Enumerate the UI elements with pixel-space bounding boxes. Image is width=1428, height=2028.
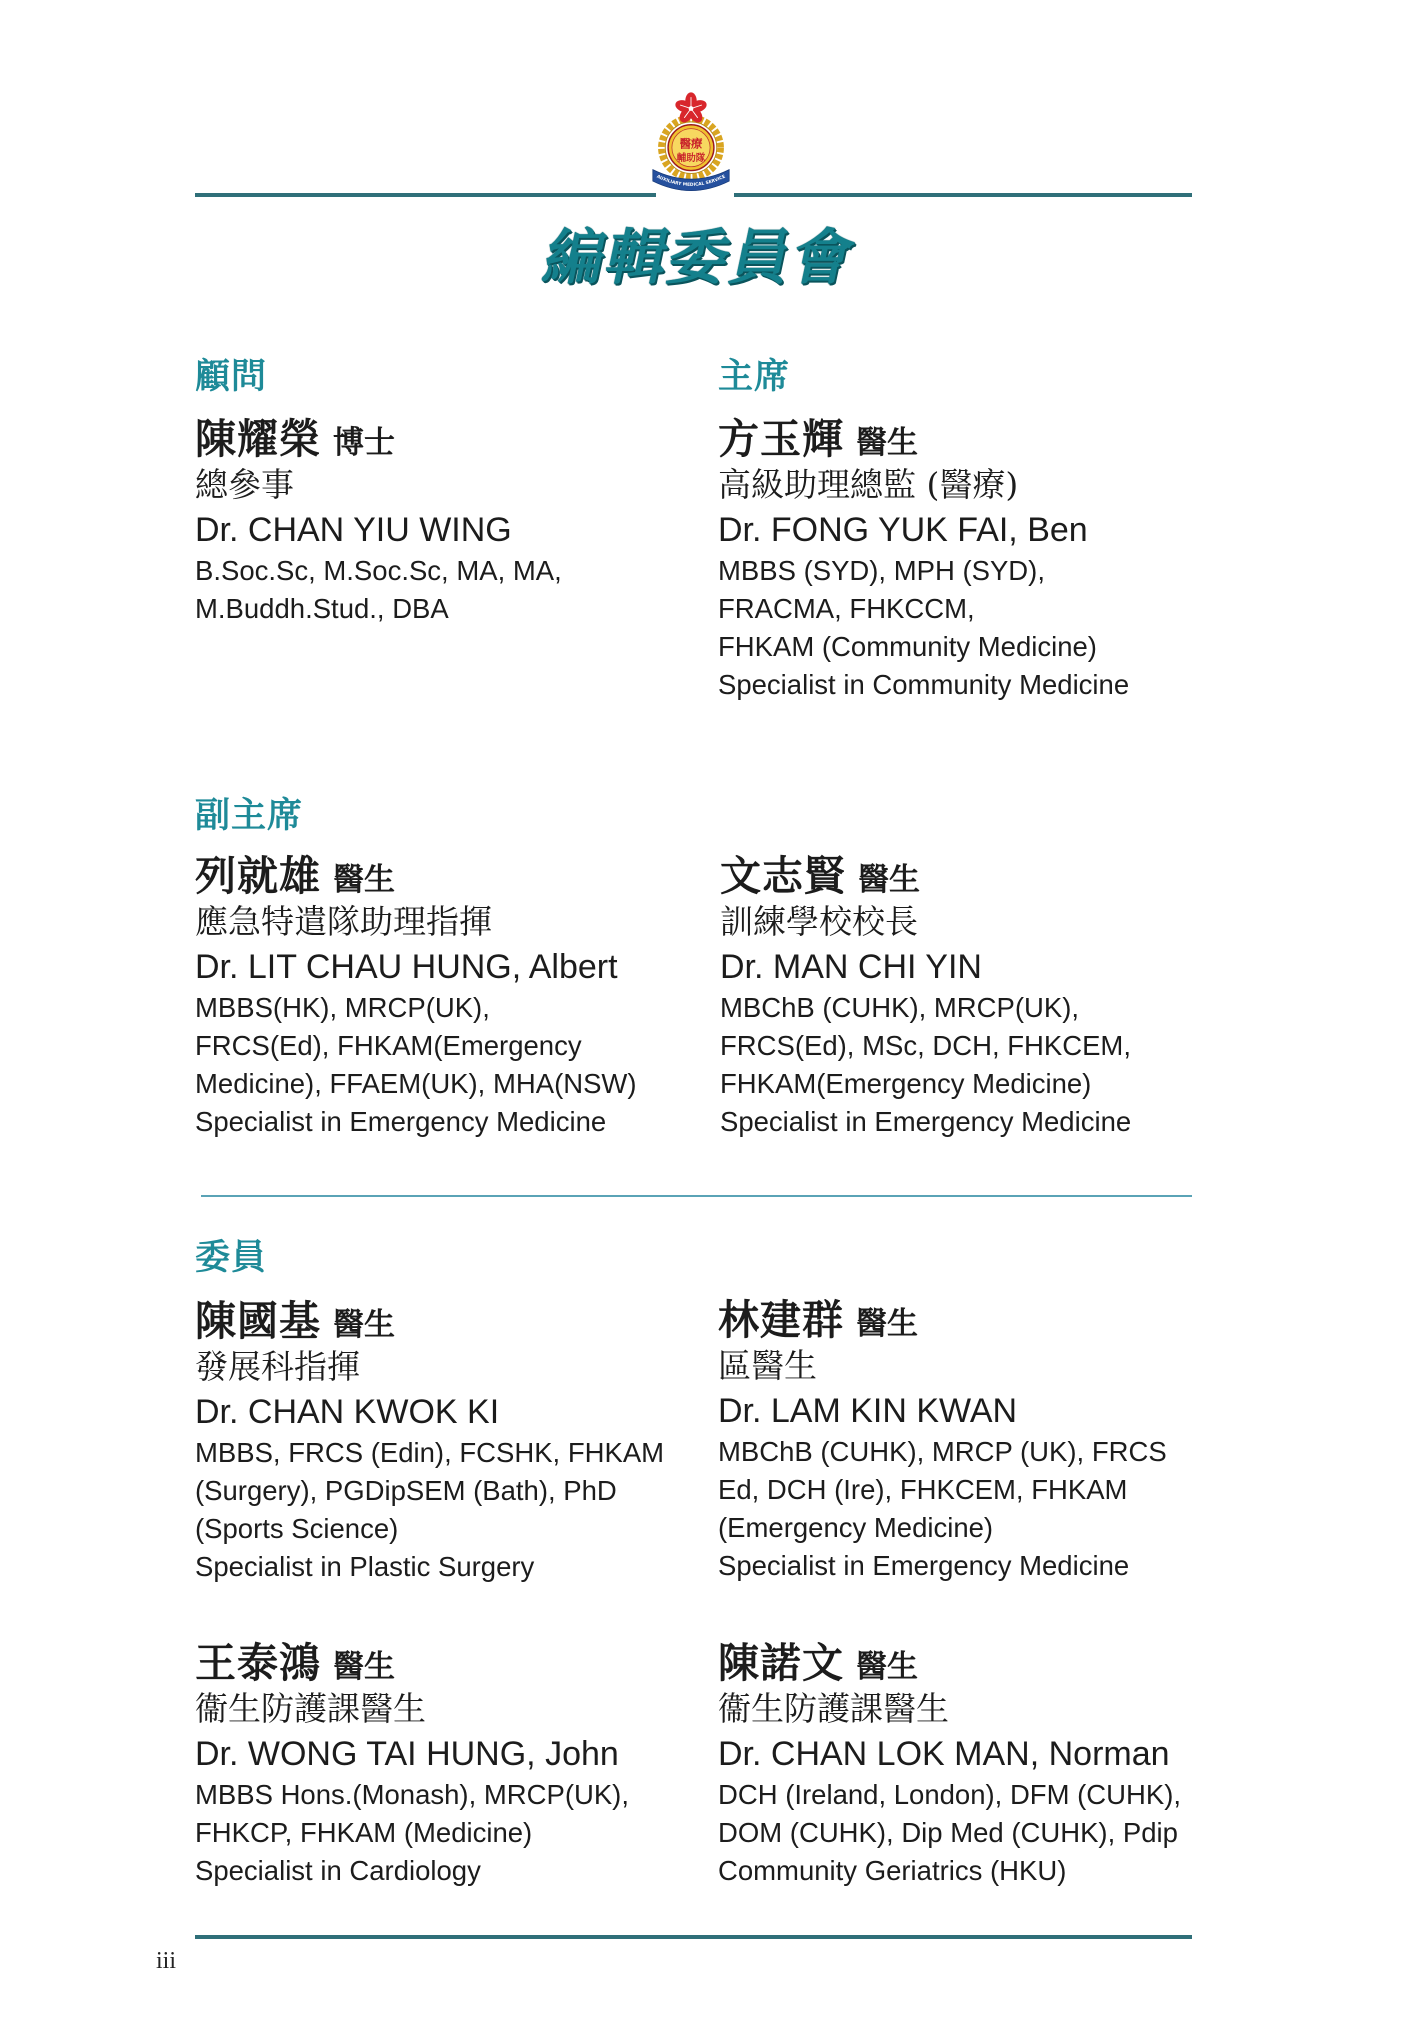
top-rule-left [195, 193, 656, 197]
member-position: 總參事 [195, 465, 294, 504]
member-qualification: (Sports Science) [195, 1513, 399, 1544]
member-qualification: Community Geriatrics (HKU) [718, 1855, 1067, 1886]
member-name-zh: 陳耀榮 [195, 415, 321, 463]
member-card [195, 853, 695, 1141]
member-card [718, 1297, 1218, 1585]
logo-text-zh-line2: 輔助隊 [676, 153, 706, 165]
member-qualification: MBBS Hons.(Monash), MRCP(UK), [195, 1779, 629, 1810]
member-name-zh: 方玉輝 [718, 415, 844, 463]
member-name-en: Dr. LAM KIN KWAN [718, 1392, 1018, 1430]
member-specialty: Specialist in Plastic Surgery [195, 1551, 535, 1582]
member-card [195, 1640, 695, 1890]
member-name-zh: 列就雄 [195, 852, 321, 900]
member-name-zh: 陳諾文 [718, 1639, 844, 1687]
auxiliary-medical-service-logo [649, 88, 733, 194]
member-position: 高級助理總監 (醫療) [718, 465, 1019, 504]
page-title-container [201, 222, 1198, 294]
member-name-line [195, 1640, 695, 1686]
member-card [195, 416, 695, 628]
member-honorific: 醫生 [856, 1306, 918, 1342]
section-divider [201, 1195, 1192, 1197]
member-qualification: MBChB (CUHK), MRCP (UK), FRCS [718, 1436, 1167, 1467]
section-heading-vice-chairmen: 副主席 [195, 796, 304, 836]
member-position: 應急特遣隊助理指揮 [195, 902, 492, 941]
member-specialty: Specialist in Emergency Medicine [720, 1106, 1132, 1137]
member-name-zh: 陳國基 [195, 1297, 321, 1345]
member-honorific: 博士 [333, 425, 395, 461]
member-qualification: (Surgery), PGDipSEM (Bath), PhD [195, 1475, 617, 1506]
top-rule-right [734, 193, 1192, 197]
member-position: 發展科指揮 [195, 1347, 360, 1386]
member-position: 衞生防護課醫生 [195, 1689, 426, 1728]
section-heading-chairman: 主席 [718, 357, 791, 397]
member-name-en: Dr. FONG YUK FAI, Ben [718, 511, 1088, 549]
member-qualification: FRCS(Ed), MSc, DCH, FHKCEM, [720, 1030, 1131, 1061]
member-position: 區醫生 [718, 1346, 817, 1385]
member-card [718, 416, 1218, 704]
member-name-zh: 林建群 [718, 1296, 844, 1344]
member-name-line [195, 1298, 695, 1344]
member-name-en: Dr. CHAN YIU WING [195, 511, 512, 549]
member-card [718, 1640, 1218, 1890]
section-heading-committee: 委員 [195, 1238, 268, 1278]
member-qualification: DCH (Ireland, London), DFM (CUHK), [718, 1779, 1182, 1810]
member-position: 衞生防護課醫生 [718, 1689, 949, 1728]
member-specialty: Specialist in Emergency Medicine [195, 1106, 607, 1137]
member-position: 訓練學校校長 [720, 902, 918, 941]
member-qualification: Medicine), FFAEM(UK), MHA(NSW) [195, 1068, 637, 1099]
member-qualification: M.Buddh.Stud., DBA [195, 593, 449, 624]
member-name-line [720, 853, 1220, 899]
member-card [720, 853, 1220, 1141]
member-honorific: 醫生 [856, 1649, 918, 1685]
member-qualification: (Emergency Medicine) [718, 1512, 994, 1543]
member-name-zh: 王泰鴻 [195, 1639, 321, 1687]
member-name-line [718, 416, 1218, 462]
member-name-en: Dr. LIT CHAU HUNG, Albert [195, 948, 618, 986]
member-qualification: Ed, DCH (Ire), FHKCEM, FHKAM [718, 1474, 1128, 1505]
member-qualification: FRCS(Ed), FHKAM(Emergency [195, 1030, 582, 1061]
logo-text-zh-line1: 醫療 [679, 136, 703, 151]
bottom-rule [195, 1935, 1192, 1939]
member-qualification: FRACMA, FHKCCM, [718, 593, 975, 624]
member-qualification: DOM (CUHK), Dip Med (CUHK), Pdip [718, 1817, 1178, 1848]
member-honorific: 醫生 [333, 1649, 395, 1685]
member-name-en: Dr. CHAN KWOK KI [195, 1393, 500, 1431]
member-name-en: Dr. CHAN LOK MAN, Norman [718, 1735, 1170, 1773]
member-honorific: 醫生 [856, 425, 918, 461]
member-qualification: FHKAM(Emergency Medicine) [720, 1068, 1092, 1099]
logo-ribbon-textpath: AUXILIARY MEDICAL SERVICE [655, 174, 727, 188]
member-honorific: 醫生 [333, 1307, 395, 1343]
member-honorific: 醫生 [858, 862, 920, 898]
page-title: 編輯委員會 [537, 223, 862, 293]
member-name-line [195, 416, 695, 462]
member-name-en: Dr. MAN CHI YIN [720, 948, 982, 986]
member-qualification: FHKAM (Community Medicine) [718, 631, 1097, 662]
member-qualification: FHKCP, FHKAM (Medicine) [195, 1817, 533, 1848]
member-qualification: MBChB (CUHK), MRCP(UK), [720, 992, 1080, 1023]
member-name-line [718, 1297, 1218, 1343]
section-heading-advisor: 顧問 [195, 357, 268, 397]
member-name-en: Dr. WONG TAI HUNG, John [195, 1735, 619, 1773]
member-honorific: 醫生 [333, 862, 395, 898]
member-qualification: B.Soc.Sc, M.Soc.Sc, MA, MA, [195, 555, 562, 586]
page-number: iii [156, 1948, 177, 1974]
member-qualification: MBBS(HK), MRCP(UK), [195, 992, 490, 1023]
member-name-line [718, 1640, 1218, 1686]
member-specialty: Specialist in Cardiology [195, 1855, 481, 1886]
member-name-line [195, 853, 695, 899]
member-specialty: Specialist in Community Medicine [718, 669, 1130, 700]
member-card [195, 1298, 695, 1586]
member-qualification: MBBS, FRCS (Edin), FCSHK, FHKAM [195, 1437, 665, 1468]
member-name-zh: 文志賢 [720, 852, 846, 900]
member-specialty: Specialist in Emergency Medicine [718, 1550, 1130, 1581]
member-qualification: MBBS (SYD), MPH (SYD), [718, 555, 1045, 586]
